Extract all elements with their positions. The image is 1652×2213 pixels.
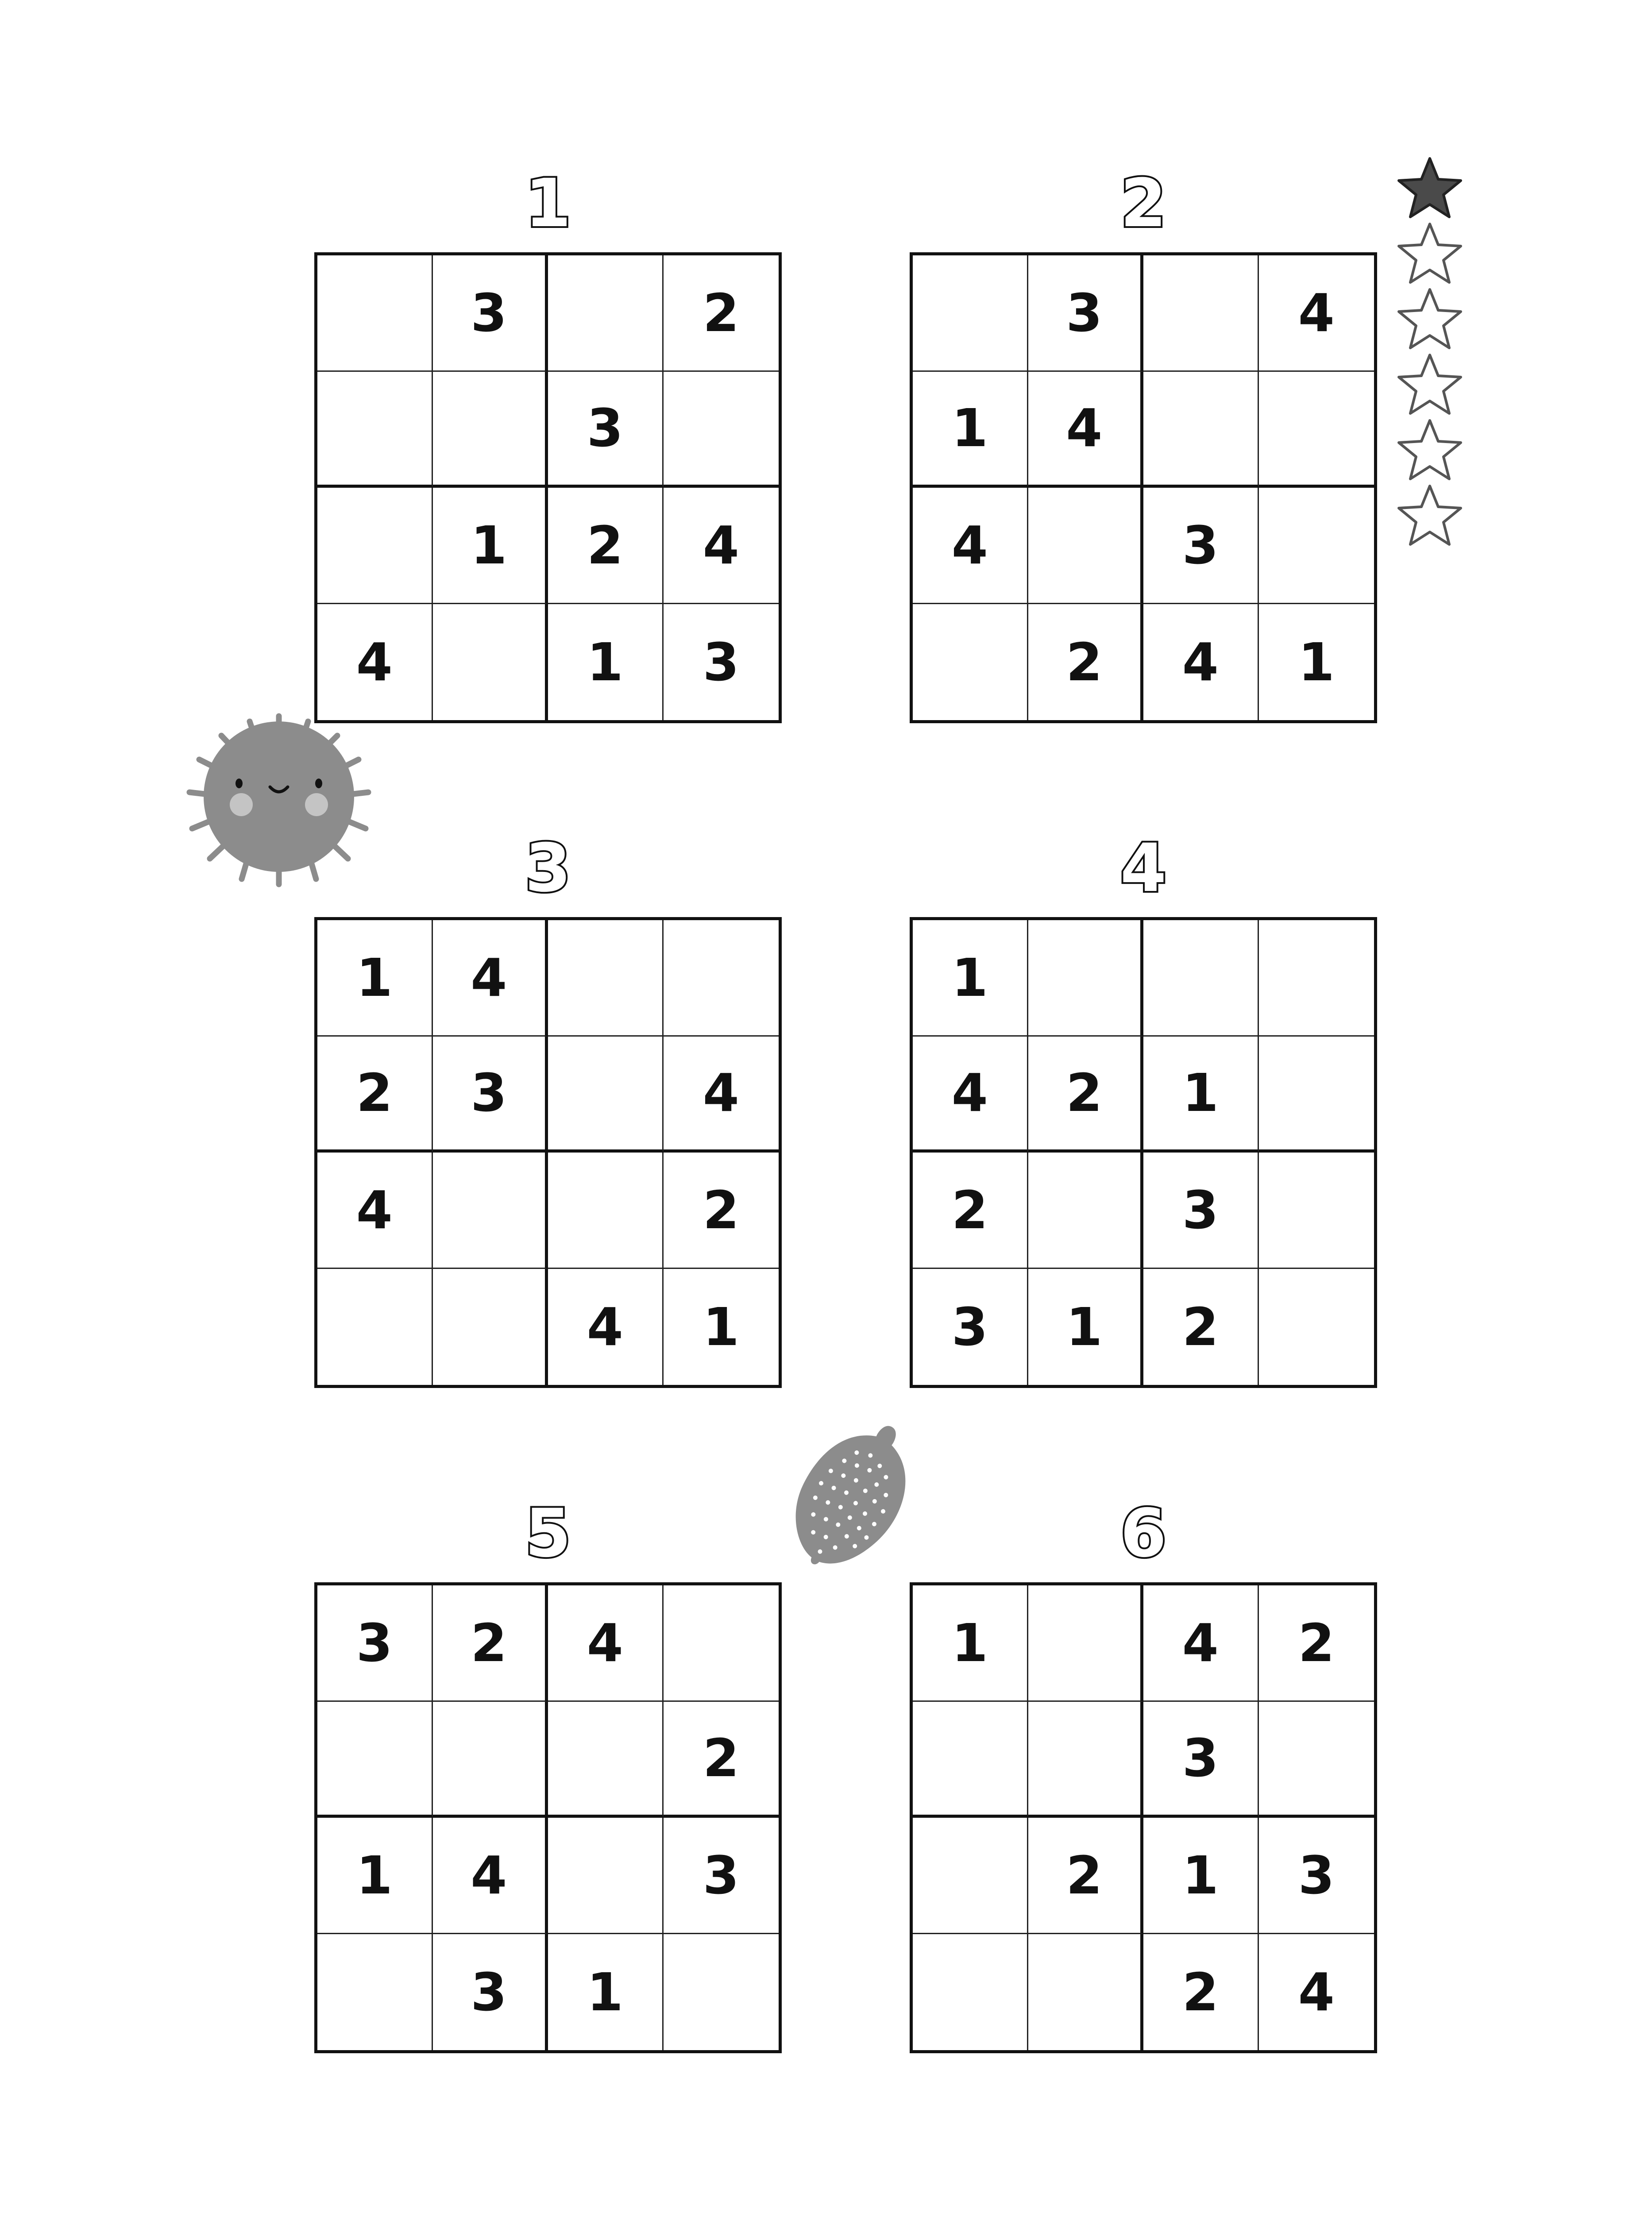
grid-cell: 4 [664,488,779,604]
sun-icon [164,708,394,938]
grid-cell [548,1702,664,1818]
grid-cell [548,1153,664,1269]
grid-cell: 3 [664,1818,779,1934]
grid-cell [913,255,1028,372]
grid-cell [1259,488,1374,604]
grid-cell: 1 [913,1585,1028,1702]
grid-cell [317,372,433,488]
grid-cell: 2 [1143,1269,1259,1385]
grid-cell [1259,372,1374,488]
grid-cell: 4 [548,1585,664,1702]
grid-cell: 3 [913,1269,1028,1385]
grid-cell: 4 [1259,255,1374,372]
grid-cell: 3 [1143,1702,1259,1818]
grid-cell: 4 [1298,1961,1335,2023]
sudoku-grid [314,1582,782,2053]
grid-cell: 1 [1143,1037,1259,1153]
grid-cell: 1 [548,1934,664,2051]
grid-cell [433,372,548,488]
grid-cell: 2 [664,255,779,372]
grid-cell [1143,372,1259,488]
grid-cell: 1 [1028,1269,1144,1385]
grid-cell: 4 [913,1037,1028,1153]
puzzle-number: 5 [525,1495,571,1572]
star-outline-icon [1394,482,1465,549]
grid-cell: 3 [1259,1818,1374,1934]
grid-cell: 3 [548,372,664,488]
grid-cell: 3 [702,631,739,693]
grid-cell: 3 [1028,255,1144,372]
grid-cell: 2 [1028,1037,1144,1153]
grid-cell: 2 [317,1037,433,1153]
grid-cell: 4 [1143,1585,1259,1702]
grid-cell: 2 [1259,1585,1374,1702]
sudoku-grid [314,917,782,1388]
lemon-icon [786,1412,919,1580]
grid-cell: 1 [1143,1818,1259,1934]
sudoku-grid [314,252,782,723]
grid-cell: 4 [1028,372,1144,488]
grid-cell: 1 [913,372,1028,488]
grid-cell [664,372,779,488]
grid-cell [1028,488,1144,604]
grid-cell [317,488,433,604]
grid-cell: 4 [548,1269,664,1385]
grid-cell [1028,1702,1144,1818]
puzzle-number: 1 [525,165,571,242]
grid-cell: 4 [664,1037,779,1153]
grid-cell [1259,1153,1374,1269]
star-outline-icon [1394,351,1465,418]
puzzle-number: 6 [1120,1495,1167,1572]
grid-cell: 2 [1143,1934,1259,2051]
grid-cell [1028,1934,1144,2051]
grid-cell: 1 [317,1818,433,1934]
grid-cell: 4 [433,1818,548,1934]
grid-cell [664,1585,779,1702]
grid-cell: 1 [702,1296,739,1357]
grid-cell [913,604,1028,721]
grid-cell: 3 [1143,1153,1259,1269]
grid-cell [1028,1585,1144,1702]
grid-cell [317,1269,433,1385]
grid-cell [317,255,433,372]
grid-cell: 3 [1143,488,1259,604]
grid-cell [317,1934,433,2051]
grid-cell: 1 [433,488,548,604]
grid-cell: 4 [317,604,433,721]
grid-cell: 2 [664,1702,779,1818]
grid-cell: 3 [433,255,548,372]
grid-cell: 3 [317,1585,433,1702]
grid-cell [1143,920,1259,1037]
star-filled-icon [1394,155,1465,221]
grid-cell: 4 [433,920,548,1037]
grid-cell: 1 [317,920,433,1037]
grid-cell [664,920,779,1037]
grid-cell [1028,920,1144,1037]
grid-cell [548,920,664,1037]
grid-cell: 4 [913,488,1028,604]
grid-cell [1259,920,1374,1037]
grid-cell [548,255,664,372]
difficulty-rating [1394,155,1470,548]
grid-cell [1259,1037,1374,1153]
grid-cell [433,604,548,721]
grid-cell: 2 [664,1153,779,1269]
sudoku-grid [910,917,1377,1388]
grid-cell: 4 [1143,604,1259,721]
grid-cell [664,1934,779,2051]
sudoku-grid [910,1582,1377,2053]
sudoku-grid [910,252,1377,723]
grid-cell: 2 [1028,1818,1144,1934]
grid-cell: 3 [433,1934,548,2051]
puzzle-number: 4 [1120,830,1167,907]
grid-cell: 1 [1298,631,1335,693]
grid-cell [1259,1702,1374,1818]
grid-cell [548,1037,664,1153]
grid-cell [1028,1153,1144,1269]
grid-cell: 4 [317,1153,433,1269]
star-outline-icon [1394,220,1465,287]
grid-cell: 2 [433,1585,548,1702]
grid-cell [913,1934,1028,2051]
grid-cell: 2 [1028,604,1144,721]
grid-cell [913,1818,1028,1934]
grid-cell [913,1702,1028,1818]
star-outline-icon [1394,286,1465,352]
grid-cell [433,1702,548,1818]
star-outline-icon [1394,417,1465,483]
grid-cell [1259,1269,1374,1385]
grid-cell: 1 [548,604,664,721]
grid-cell [433,1269,548,1385]
grid-cell: 1 [913,920,1028,1037]
puzzle-number: 2 [1120,165,1167,242]
grid-cell [1143,255,1259,372]
grid-cell: 3 [433,1037,548,1153]
grid-cell: 2 [913,1153,1028,1269]
grid-cell [317,1702,433,1818]
grid-cell: 2 [548,488,664,604]
grid-cell [548,1818,664,1934]
grid-cell [433,1153,548,1269]
puzzle-number: 3 [525,830,571,907]
